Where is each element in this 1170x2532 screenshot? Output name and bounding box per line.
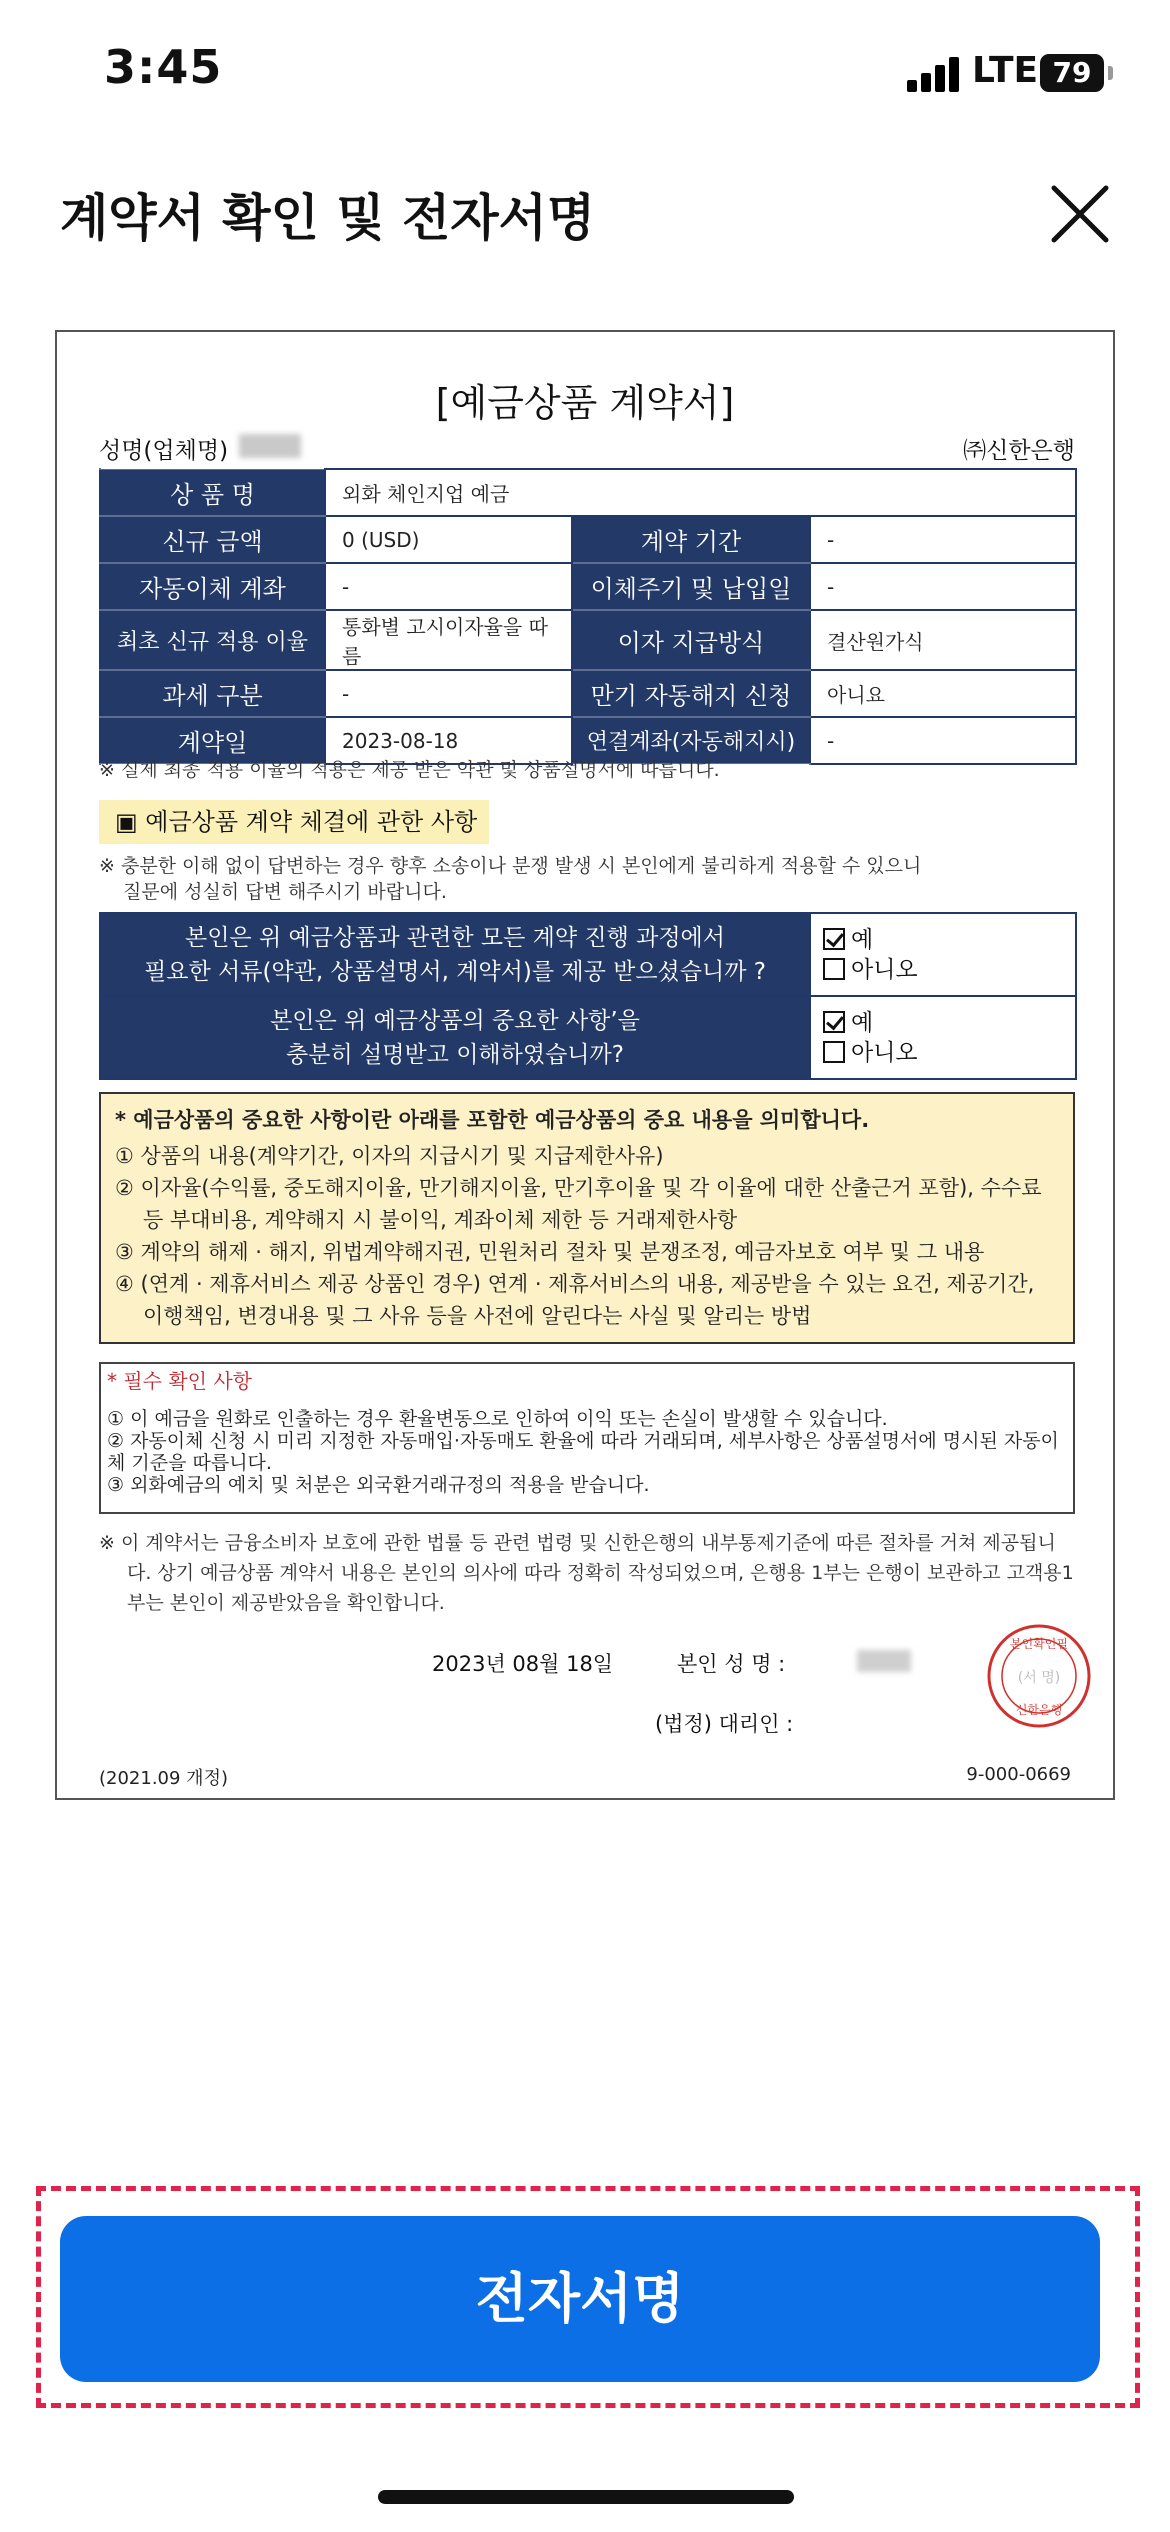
checkbox-empty-icon[interactable]: [823, 958, 845, 980]
initial-rate-value: 통화별 고시이자율을 따름: [325, 610, 572, 670]
transfer-cycle-value: -: [810, 563, 1076, 610]
sign-agent-label: (법정) 대리인 :: [655, 1712, 794, 1736]
close-icon: [1046, 180, 1114, 248]
required-item: ① 이 예금을 원화로 인출하는 경우 환율변동으로 인하여 이익 또는 손실이 발생할 수 있습니다.: [107, 1408, 888, 1430]
term-value: -: [810, 516, 1076, 563]
contract-date-value: 2023-08-18: [325, 717, 572, 764]
home-indicator[interactable]: [378, 2490, 794, 2504]
table-row: [100, 913, 1076, 996]
required-check-box: [99, 1362, 1075, 1514]
linked-account-label: 연결계좌(자동해지시): [572, 717, 810, 764]
important-item: ① 상품의 내용(계약기간, 이자의 지급시기 및 지급제한사유): [115, 1144, 664, 1168]
yes-label: 예: [851, 926, 874, 953]
transfer-cycle-label: 이체주기 및 납입일: [572, 563, 810, 610]
interest-method-value: 결산원가식: [810, 610, 1076, 670]
e-sign-button[interactable]: 전자서명: [60, 2216, 1100, 2382]
contract-document[interactable]: [55, 330, 1115, 1800]
answer-1: [810, 913, 1076, 996]
holder-row: [99, 432, 1075, 462]
auto-transfer-label: 자동이체 계좌: [100, 563, 325, 610]
sign-date: 2023년 08월 18일: [432, 1652, 614, 1676]
important-matters-box: [99, 1092, 1075, 1344]
answer-2-yes[interactable]: [823, 1008, 1075, 1038]
holder-name-redacted: [239, 434, 301, 458]
new-amount-label: 신규 금액: [100, 516, 325, 563]
confirmation-table: [99, 912, 1077, 1080]
question-2: [100, 996, 810, 1079]
maturity-label: 만기 자동해지 신청: [572, 670, 810, 717]
table-row: [100, 516, 1076, 563]
bank-seal-stamp: [985, 1622, 1093, 1730]
answer-1-yes[interactable]: [823, 925, 1075, 955]
status-time: 3:45: [104, 40, 223, 94]
product-name-label: 상 품 명: [100, 469, 325, 516]
closing-note: ※ 이 계약서는 금융소비자 보호에 관한 법률 등 관련 법령 및 신한은행의 내부통제기준에 따른 절차를 거쳐 제공됩니다. 상기 예금상품 계약서 내용은 본인의 의사에 따라 정확히 작성되었으며, 은행용 1부는 은행이 보관하고 고객용1부는 본인이 제공받았음을 확인합니다.: [99, 1532, 1074, 1614]
question-1-line-2: 필요한 서류(약관, 상품설명서, 계약서)를 제공 받으셨습니까 ?: [144, 958, 766, 985]
product-name-value: 외화 체인지업 예금: [325, 469, 1076, 516]
no-label: 아니오: [851, 1039, 918, 1066]
network-type: LTE: [972, 50, 1039, 91]
section-note-1: ※ 충분한 이해 없이 답변하는 경우 향후 소송이나 분쟁 발생 시 본인에게 불리하게 적용할 수 있으니: [99, 855, 922, 877]
bank-name: ㈜신한은행: [963, 438, 1075, 464]
question-2-line-2: 충분히 설명받고 이해하였습니까?: [286, 1041, 624, 1068]
tax-label: 과세 구분: [100, 670, 325, 717]
page-title: 계약서 확인 및 전자서명: [60, 189, 596, 247]
table-row: [100, 469, 1076, 516]
section-note-2: 질문에 성실히 답변 해주시기 바랍니다.: [123, 881, 447, 903]
table-row: [100, 996, 1076, 1079]
table-row: [100, 563, 1076, 610]
important-item: ② 이자율(수익률, 중도해지이율, 만기해지이율, 만기후이율 및 각 이율에 대한 산출근거 포함), 수수료 등 부대비용, 계약해지 시 불이익, 계좌이체 제한 등 거래제한사항: [115, 1176, 1042, 1232]
revision-note: (2021.09 개정): [99, 1768, 228, 1789]
signal-icon: [907, 56, 961, 92]
term-label: 계약 기간: [572, 516, 810, 563]
section-heading: ▣ 예금상품 계약 체결에 관한 사항: [99, 800, 489, 844]
question-1: [100, 913, 810, 996]
yes-label: 예: [851, 1009, 874, 1036]
table-row: [100, 610, 1076, 670]
important-heading: * 예금상품의 중요한 사항이란 아래를 포함한 예금상품의 중요 내용을 의미합니다.: [115, 1108, 870, 1132]
answer-2: [810, 996, 1076, 1079]
tax-value: -: [325, 670, 572, 717]
contract-date-label: 계약일: [100, 717, 325, 764]
required-item: ③ 외화예금의 예치 및 처분은 외국환거래규정의 적용을 받습니다.: [107, 1474, 650, 1496]
signer-name-redacted: [857, 1650, 911, 1672]
document-title: [예금상품 계약서]: [435, 381, 735, 425]
required-title: * 필수 확인 사항: [107, 1369, 252, 1393]
no-label: 아니오: [851, 956, 918, 983]
stamp-mid-text: (서 명): [1017, 1670, 1061, 1686]
contract-info-table: [99, 468, 1077, 765]
checkbox-checked-icon[interactable]: [823, 1011, 845, 1033]
stamp-top-text: 본인확인필: [1010, 1637, 1068, 1651]
important-item: ③ 계약의 해제 · 해지, 위법계약해지권, 민원처리 절차 및 분쟁조정, 예금자보호 여부 및 그 내용: [115, 1240, 985, 1264]
form-code: 9-000-0669: [966, 1764, 1071, 1785]
holder-label: 성명(업체명): [99, 438, 229, 464]
important-item: ④ (연계 · 제휴서비스 제공 상품인 경우) 연계 · 제휴서비스의 내용, 제공받을 수 있는 요건, 제공기간, 이행책임, 변경내용 및 그 사유 등을 사전에 알린다는 사실 및 알리는 방법: [115, 1272, 1035, 1328]
status-bar: [0, 0, 1170, 150]
initial-rate-label: 최초 신규 적용 이율: [100, 610, 325, 670]
battery-icon: 79: [1040, 54, 1104, 92]
required-item: ② 자동이체 신청 시 미리 지정한 자동매입·자동매도 환율에 따라 거래되며, 세부사항은 상품설명서에 명시된 자동이체 기준을 따릅니다.: [107, 1430, 1059, 1474]
table-row: [100, 670, 1076, 717]
interest-method-label: 이자 지급방식: [572, 610, 810, 670]
question-1-line-1: 본인은 위 예금상품과 관련한 모든 계약 진행 과정에서: [185, 924, 725, 951]
close-button[interactable]: [1046, 180, 1114, 248]
auto-transfer-value: -: [325, 563, 572, 610]
question-2-line-1: 본인은 위 예금상품의 중요한 사항’을: [270, 1007, 640, 1034]
rate-note: ※ 실제 최종 적용 이율의 적용은 제공 받은 약관 및 상품설명서에 따릅니다.: [99, 759, 720, 781]
answer-1-no[interactable]: [823, 955, 1075, 985]
checkbox-empty-icon[interactable]: [823, 1041, 845, 1063]
sign-self-label: 본인 성 명 :: [677, 1652, 786, 1676]
answer-2-no[interactable]: [823, 1038, 1075, 1068]
maturity-value: 아니요: [810, 670, 1076, 717]
stamp-bottom-text: 신한은행: [1015, 1703, 1063, 1717]
checkbox-checked-icon[interactable]: [823, 928, 845, 950]
linked-account-value: -: [810, 717, 1076, 764]
battery-nub: [1108, 66, 1113, 80]
new-amount-value: 0 (USD): [325, 516, 572, 563]
